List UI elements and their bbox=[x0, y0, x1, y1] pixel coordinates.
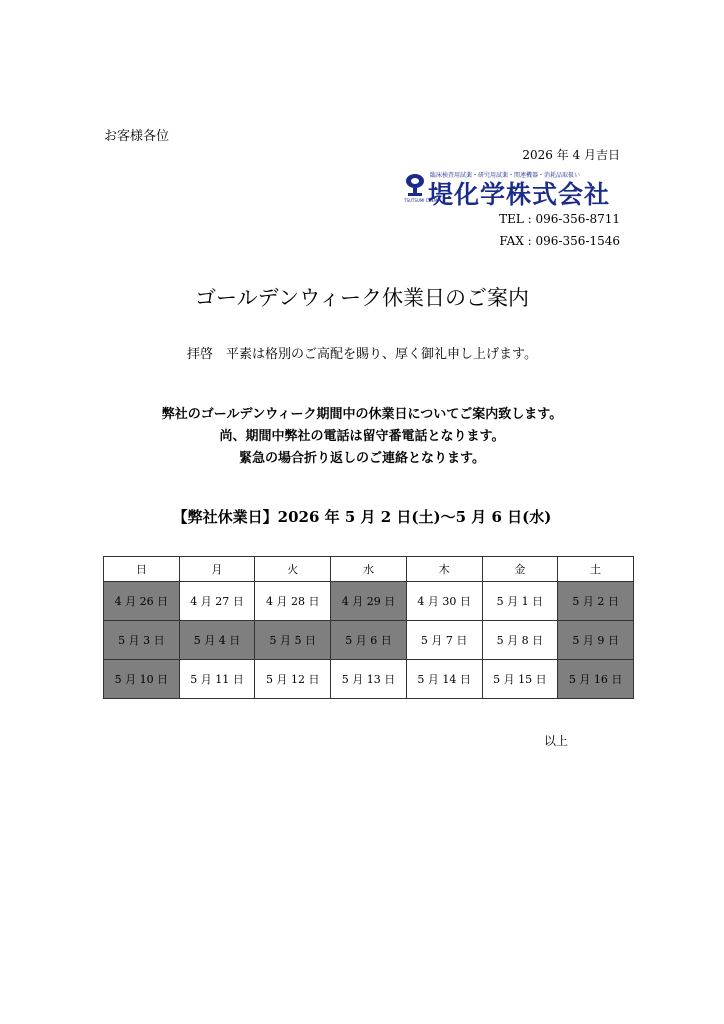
notice-body bbox=[0, 404, 724, 470]
closing: 以上 bbox=[544, 734, 569, 748]
weekday-header: 火 bbox=[255, 557, 331, 582]
calendar-day-closed: 5 月 3 日 bbox=[104, 621, 180, 660]
issue-date: 2026 年 4 月吉日 bbox=[522, 148, 620, 162]
holiday-period: 【弊社休業日】2026 年 5 月 2 日(土)〜5 月 6 日(水) bbox=[172, 508, 552, 526]
calendar-day-open: 5 月 13 日 bbox=[331, 660, 407, 699]
fax-number: FAX : 096-356-1546 bbox=[499, 234, 620, 248]
notice-line: 弊社のゴールデンウィーク期間中の休業日についてご案内致します。 bbox=[161, 407, 563, 422]
company-logo bbox=[404, 170, 620, 209]
calendar-day-open: 5 月 7 日 bbox=[406, 621, 482, 660]
calendar-day-open: 4 月 30 日 bbox=[406, 582, 482, 621]
page-title: ゴールデンウィーク休業日のご案内 bbox=[195, 286, 529, 310]
calendar-day-closed: 5 月 16 日 bbox=[558, 660, 634, 699]
weekday-header: 水 bbox=[331, 557, 407, 582]
calendar-day-closed: 5 月 5 日 bbox=[255, 621, 331, 660]
weekday-header: 土 bbox=[558, 557, 634, 582]
weekday-header: 木 bbox=[406, 557, 482, 582]
calendar-day-closed: 5 月 4 日 bbox=[179, 621, 255, 660]
holiday-calendar bbox=[103, 556, 634, 699]
weekday-header-row bbox=[104, 557, 634, 582]
weekday-header: 月 bbox=[179, 557, 255, 582]
addressee: お客様各位 bbox=[104, 129, 170, 144]
calendar-week-row bbox=[104, 621, 634, 660]
notice-line: 尚、期間中弊社の電話は留守番電話となります。 bbox=[219, 429, 505, 444]
calendar-week-row bbox=[104, 582, 634, 621]
calendar-day-closed: 4 月 29 日 bbox=[331, 582, 407, 621]
company-mark-icon bbox=[404, 172, 426, 198]
calendar-day-open: 5 月 11 日 bbox=[179, 660, 255, 699]
weekday-header: 日 bbox=[104, 557, 180, 582]
greeting: 拝啓 平素は格別のご高配を賜り、厚く御礼申し上げます。 bbox=[187, 347, 537, 362]
calendar-day-open: 5 月 15 日 bbox=[482, 660, 558, 699]
weekday-header: 金 bbox=[482, 557, 558, 582]
company-tagline: 臨床検査用試薬・研究用試薬・関連機器・消耗品取扱い bbox=[430, 172, 581, 179]
calendar-day-open: 5 月 8 日 bbox=[482, 621, 558, 660]
calendar-day-open: 5 月 1 日 bbox=[482, 582, 558, 621]
calendar-day-closed: 5 月 6 日 bbox=[331, 621, 407, 660]
company-roman-name: TSUTSUMI CHEM bbox=[404, 198, 438, 203]
calendar-day-open: 4 月 27 日 bbox=[179, 582, 255, 621]
calendar-week-row bbox=[104, 660, 634, 699]
notice-line: 緊急の場合折り返しのご連絡となります。 bbox=[239, 451, 485, 466]
tel-number: TEL : 096-356-8711 bbox=[499, 212, 620, 226]
calendar-day-open: 5 月 12 日 bbox=[255, 660, 331, 699]
company-name: 堤化学株式会社 bbox=[428, 180, 611, 209]
calendar-day-closed: 5 月 2 日 bbox=[558, 582, 634, 621]
calendar-day-closed: 5 月 9 日 bbox=[558, 621, 634, 660]
calendar-day-open: 4 月 28 日 bbox=[255, 582, 331, 621]
calendar-day-closed: 5 月 10 日 bbox=[104, 660, 180, 699]
calendar-day-closed: 4 月 26 日 bbox=[104, 582, 180, 621]
calendar-day-open: 5 月 14 日 bbox=[406, 660, 482, 699]
